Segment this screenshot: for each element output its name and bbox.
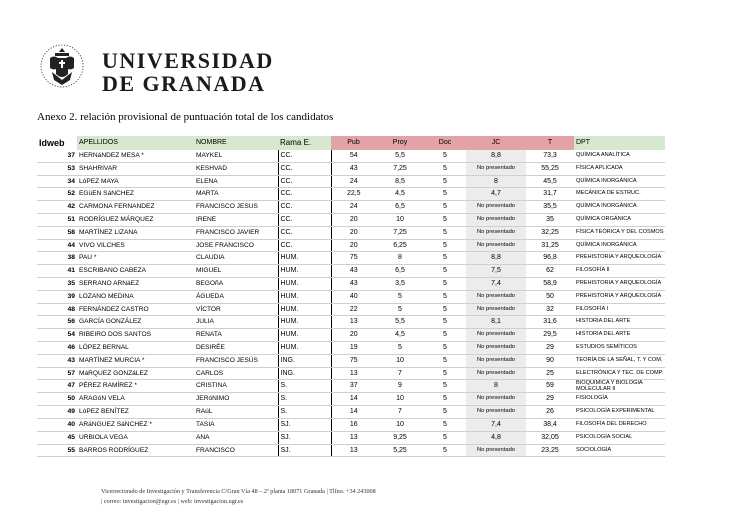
cell-doc: 5: [424, 277, 466, 290]
cell-proy: 4,5: [376, 188, 424, 201]
cell-nom: ELENA: [194, 175, 278, 188]
cell-nom: FRANCISCO: [194, 444, 278, 457]
university-name: [102, 50, 274, 95]
cell-proy: 8,5: [376, 175, 424, 188]
cell-ape: URBIOLA VEGA: [77, 431, 194, 444]
cell-id: 56: [37, 316, 77, 329]
col-header-jc: JC: [466, 136, 526, 150]
cell-rama: HUM.: [278, 277, 331, 290]
cell-dpt: ELECTRÓNICA Y TEC. DE COMP.: [574, 367, 665, 380]
cell-id: 41: [37, 265, 77, 278]
cell-proy: 6,25: [376, 239, 424, 252]
cell-pub: 16: [331, 418, 376, 431]
cell-jc: 8,8: [466, 252, 526, 265]
annex-title: Anexo 2. relación provisional de puntuación total de los candidatos: [37, 111, 334, 123]
cell-dpt: QUÍMICA ANALÍTICA: [574, 150, 665, 162]
table-row: [37, 277, 665, 290]
cell-pub: 19: [331, 341, 376, 354]
table-row: [37, 431, 665, 444]
cell-rama: HUM.: [278, 341, 331, 354]
cell-ape: LóPEZ MAYA: [77, 175, 194, 188]
cell-pub: 13: [331, 367, 376, 380]
cell-doc: 5: [424, 303, 466, 316]
cell-proy: 5: [376, 303, 424, 316]
cell-nom: CARLOS: [194, 367, 278, 380]
cell-proy: 4,5: [376, 329, 424, 342]
cell-doc: 5: [424, 406, 466, 419]
cell-nom: KESHVAD: [194, 162, 278, 175]
cell-dpt: BIOQUÍMICA Y BIOLOGÍA MOLECULAR II: [574, 380, 665, 393]
cell-rama: HUM.: [278, 303, 331, 316]
table-row: [37, 354, 665, 367]
cell-jc: 8: [466, 380, 526, 393]
cell-nom: VÍCTOR: [194, 303, 278, 316]
cell-ape: MARTÍNEZ LIZANA: [77, 226, 194, 239]
table-row: [37, 418, 665, 431]
cell-jc: No presentado: [466, 213, 526, 226]
cell-t: 58,9: [526, 277, 574, 290]
cell-proy: 6,5: [376, 201, 424, 214]
cell-pub: 43: [331, 162, 376, 175]
col-header-pub: Pub: [331, 136, 376, 150]
cell-doc: 5: [424, 265, 466, 278]
footer-address: Vicerrectorado de Investigación y Transferencia C/Gran Vía 48 – 2ª planta 18071 Granada | Tlfno. +34 243008: [101, 488, 376, 495]
cell-t: 50: [526, 290, 574, 303]
cell-jc: 4,7: [466, 188, 526, 201]
cell-dpt: FILOSOFÍA DEL DERECHO: [574, 418, 665, 431]
cell-id: 53: [37, 162, 77, 175]
cell-rama: S.: [278, 380, 331, 393]
cell-dpt: PSICOLOGÍA EXPERIMENTAL: [574, 406, 665, 419]
cell-pub: 20: [331, 226, 376, 239]
table-header-row: [37, 136, 665, 150]
cell-dpt: MECÁNICA DE ESTRUC.: [574, 188, 665, 201]
cell-proy: 6,5: [376, 265, 424, 278]
table-row: [37, 162, 665, 175]
cell-jc: 4,8: [466, 431, 526, 444]
cell-jc: No presentado: [466, 201, 526, 214]
cell-nom: MIGUEL: [194, 265, 278, 278]
table-row: [37, 393, 665, 406]
cell-ape: MARTÍNEZ MURCIA *: [77, 354, 194, 367]
cell-t: 31,7: [526, 188, 574, 201]
cell-dpt: PREHISTORIA Y ARQUEOLOGÍA: [574, 290, 665, 303]
table-row: [37, 290, 665, 303]
cell-rama: SJ.: [278, 431, 331, 444]
cell-jc: No presentado: [466, 341, 526, 354]
cell-doc: 5: [424, 354, 466, 367]
cell-rama: HUM.: [278, 316, 331, 329]
cell-jc: No presentado: [466, 303, 526, 316]
cell-dpt: SOCIOLOGÍA: [574, 444, 665, 457]
cell-proy: 8: [376, 252, 424, 265]
cell-rama: ING.: [278, 367, 331, 380]
cell-jc: 8: [466, 175, 526, 188]
table-row: [37, 329, 665, 342]
cell-pub: 20: [331, 239, 376, 252]
cell-nom: JERóNIMO: [194, 393, 278, 406]
cell-t: 29,5: [526, 329, 574, 342]
cell-id: 34: [37, 175, 77, 188]
cell-id: 43: [37, 354, 77, 367]
cell-doc: 5: [424, 162, 466, 175]
table-row: [37, 341, 665, 354]
cell-ape: VIVO VILCHES: [77, 239, 194, 252]
cell-t: 35: [526, 213, 574, 226]
cell-pub: 75: [331, 252, 376, 265]
cell-t: 90: [526, 354, 574, 367]
table-row: [37, 201, 665, 214]
cell-nom: JOSE FRANCISCO: [194, 239, 278, 252]
cell-doc: 5: [424, 380, 466, 393]
cell-ape: RODRÍGUEZ MÁRQUEZ: [77, 213, 194, 226]
cell-nom: BEGOñA: [194, 277, 278, 290]
university-name-line2: DE GRANADA: [102, 71, 266, 96]
cell-doc: 5: [424, 329, 466, 342]
cell-doc: 5: [424, 239, 466, 252]
cell-ape: LOZANO MEDINA: [77, 290, 194, 303]
cell-proy: 10: [376, 418, 424, 431]
candidates-table: [37, 136, 665, 457]
cell-id: 50: [37, 393, 77, 406]
cell-nom: CLAUDIA: [194, 252, 278, 265]
cell-id: 55: [37, 444, 77, 457]
cell-rama: CC.: [278, 188, 331, 201]
cell-ape: ESCRIBANO CABEZA: [77, 265, 194, 278]
cell-id: 54: [37, 329, 77, 342]
cell-dpt: QUÍMICA ORGÁNICA: [574, 213, 665, 226]
footer-contact: | correo: investigacion@ugr.es | web: investigacion.ugr.es: [101, 498, 244, 505]
cell-dpt: FILOSOFÍA I: [574, 303, 665, 316]
cell-doc: 5: [424, 290, 466, 303]
cell-nom: ANA: [194, 431, 278, 444]
cell-rama: S.: [278, 406, 331, 419]
cell-proy: 7: [376, 367, 424, 380]
cell-dpt: PREHISTORIA Y ARQUEOLOGÍA: [574, 252, 665, 265]
cell-t: 29: [526, 393, 574, 406]
cell-pub: 13: [331, 431, 376, 444]
cell-nom: MARTA: [194, 188, 278, 201]
cell-doc: 5: [424, 418, 466, 431]
cell-id: 49: [37, 406, 77, 419]
cell-ape: RIBEIRO DOS SANTOS: [77, 329, 194, 342]
table-row: [37, 150, 665, 162]
cell-dpt: FISIOLOGÍA: [574, 393, 665, 406]
cell-id: 42: [37, 201, 77, 214]
cell-rama: CC.: [278, 239, 331, 252]
cell-dpt: ESTUDIOS SEMÍTICOS: [574, 341, 665, 354]
cell-nom: RENATA: [194, 329, 278, 342]
cell-proy: 5: [376, 341, 424, 354]
cell-id: 37: [37, 150, 77, 162]
table-row: [37, 252, 665, 265]
table-row: [37, 406, 665, 419]
cell-nom: ÁGUEDA: [194, 290, 278, 303]
cell-nom: TASIA: [194, 418, 278, 431]
cell-dpt: FILOSOFÍA II: [574, 265, 665, 278]
cell-jc: No presentado: [466, 226, 526, 239]
cell-ape: BARROS RODRÍGUEZ: [77, 444, 194, 457]
cell-id: 57: [37, 367, 77, 380]
university-crest-logo: [38, 42, 94, 90]
table-body: [37, 150, 665, 457]
cell-id: 38: [37, 252, 77, 265]
cell-t: 45,5: [526, 175, 574, 188]
cell-rama: HUM.: [278, 252, 331, 265]
table-row: [37, 444, 665, 457]
col-header-nombre: NOMBRE: [194, 136, 278, 150]
cell-proy: 7,25: [376, 226, 424, 239]
cell-t: 31,25: [526, 239, 574, 252]
cell-t: 73,3: [526, 150, 574, 162]
cell-pub: 24: [331, 201, 376, 214]
table-row: [37, 188, 665, 201]
cell-id: 46: [37, 341, 77, 354]
cell-doc: 5: [424, 444, 466, 457]
cell-t: 96,8: [526, 252, 574, 265]
cell-jc: No presentado: [466, 444, 526, 457]
cell-t: 26: [526, 406, 574, 419]
cell-pub: 13: [331, 316, 376, 329]
cell-ape: ARáNGUEZ SáNCHEZ *: [77, 418, 194, 431]
cell-dpt: FÍSICA APLICADA: [574, 162, 665, 175]
cell-doc: 5: [424, 393, 466, 406]
cell-dpt: QUÍMICA INORGÁNICA: [574, 175, 665, 188]
cell-dpt: HISTORIA DEL ARTE: [574, 316, 665, 329]
cell-pub: 22,5: [331, 188, 376, 201]
cell-jc: 7,4: [466, 418, 526, 431]
cell-doc: 5: [424, 150, 466, 162]
cell-rama: SJ.: [278, 444, 331, 457]
cell-proy: 5,5: [376, 150, 424, 162]
cell-ape: EGüEN SáNCHEZ: [77, 188, 194, 201]
cell-id: 40: [37, 418, 77, 431]
cell-pub: 14: [331, 406, 376, 419]
cell-nom: DESIRÉE: [194, 341, 278, 354]
footer: [101, 487, 376, 507]
cell-pub: 20: [331, 213, 376, 226]
cell-jc: 7,4: [466, 277, 526, 290]
cell-proy: 5,5: [376, 316, 424, 329]
cell-id: 47: [37, 380, 77, 393]
col-header-t: T: [526, 136, 574, 150]
cell-proy: 5: [376, 290, 424, 303]
cell-id: 58: [37, 226, 77, 239]
cell-doc: 5: [424, 367, 466, 380]
cell-rama: CC.: [278, 150, 331, 162]
table-row: [37, 380, 665, 393]
col-header-proy: Proy: [376, 136, 424, 150]
cell-jc: No presentado: [466, 354, 526, 367]
cell-nom: FRANCISCO JESUS: [194, 201, 278, 214]
cell-doc: 5: [424, 341, 466, 354]
cell-doc: 5: [424, 431, 466, 444]
university-name-line1: UNIVERSIDAD: [102, 48, 274, 73]
cell-ape: SERRANO ARNáEZ: [77, 277, 194, 290]
cell-jc: 8,1: [466, 316, 526, 329]
cell-rama: HUM.: [278, 329, 331, 342]
cell-id: 35: [37, 277, 77, 290]
cell-nom: MAYKEL: [194, 150, 278, 162]
col-header-doc: Doc: [424, 136, 466, 150]
cell-proy: 5,25: [376, 444, 424, 457]
cell-t: 35,5: [526, 201, 574, 214]
cell-doc: 5: [424, 252, 466, 265]
cell-proy: 10: [376, 213, 424, 226]
cell-doc: 5: [424, 316, 466, 329]
table-row: [37, 175, 665, 188]
cell-jc: No presentado: [466, 367, 526, 380]
cell-rama: CC.: [278, 175, 331, 188]
cell-proy: 7,25: [376, 162, 424, 175]
cell-t: 23,25: [526, 444, 574, 457]
cell-t: 25: [526, 367, 574, 380]
cell-proy: 3,5: [376, 277, 424, 290]
cell-id: 52: [37, 188, 77, 201]
cell-doc: 5: [424, 175, 466, 188]
cell-rama: HUM.: [278, 265, 331, 278]
cell-dpt: QUÍMICA INORGÁNICA: [574, 239, 665, 252]
cell-rama: CC.: [278, 226, 331, 239]
cell-nom: IRENE: [194, 213, 278, 226]
cell-pub: 13: [331, 444, 376, 457]
cell-doc: 5: [424, 226, 466, 239]
cell-rama: CC.: [278, 162, 331, 175]
cell-id: 44: [37, 239, 77, 252]
cell-dpt: PREHISTORIA Y ARQUEOLOGÍA: [574, 277, 665, 290]
cell-t: 62: [526, 265, 574, 278]
cell-dpt: HISTORIA DEL ARTE: [574, 329, 665, 342]
cell-doc: 5: [424, 188, 466, 201]
cell-t: 31,6: [526, 316, 574, 329]
cell-jc: No presentado: [466, 393, 526, 406]
table-row: [37, 303, 665, 316]
cell-ape: PAU *: [77, 252, 194, 265]
cell-id: 39: [37, 290, 77, 303]
cell-nom: RAúL: [194, 406, 278, 419]
cell-proy: 10: [376, 354, 424, 367]
cell-doc: 5: [424, 213, 466, 226]
cell-t: 32,05: [526, 431, 574, 444]
cell-rama: CC.: [278, 201, 331, 214]
cell-ape: FERNÁNDEZ CASTRO: [77, 303, 194, 316]
cell-proy: 9,25: [376, 431, 424, 444]
cell-rama: CC.: [278, 213, 331, 226]
cell-ape: HERNáNDEZ MESA *: [77, 150, 194, 162]
cell-nom: CRISTINA: [194, 380, 278, 393]
cell-pub: 22: [331, 303, 376, 316]
table-row: [37, 265, 665, 278]
cell-doc: 5: [424, 201, 466, 214]
col-header-dpt: DPT: [574, 136, 665, 150]
cell-t: 38,4: [526, 418, 574, 431]
table-row: [37, 213, 665, 226]
cell-rama: HUM.: [278, 290, 331, 303]
cell-pub: 37: [331, 380, 376, 393]
cell-jc: No presentado: [466, 329, 526, 342]
cell-nom: JULIA: [194, 316, 278, 329]
cell-jc: No presentado: [466, 162, 526, 175]
cell-jc: No presentado: [466, 239, 526, 252]
cell-t: 32,25: [526, 226, 574, 239]
cell-jc: 8,8: [466, 150, 526, 162]
cell-dpt: TEORÍA DE LA SEÑAL, T. Y COM.: [574, 354, 665, 367]
cell-ape: CARMONA FERNANDEZ: [77, 201, 194, 214]
cell-jc: No presentado: [466, 290, 526, 303]
cell-ape: GARCÍA GONZÁLEZ: [77, 316, 194, 329]
cell-dpt: QUÍMICA INORGÁNICA: [574, 201, 665, 214]
cell-dpt: PSICOLOGÍA SOCIAL: [574, 431, 665, 444]
col-header-rama: Rama E.: [278, 136, 331, 150]
cell-nom: FRANCISCO JESÚS: [194, 354, 278, 367]
cell-proy: 7: [376, 406, 424, 419]
cell-t: 55,25: [526, 162, 574, 175]
table-row: [37, 226, 665, 239]
table-row: [37, 316, 665, 329]
cell-proy: 10: [376, 393, 424, 406]
cell-pub: 75: [331, 354, 376, 367]
cell-id: 51: [37, 213, 77, 226]
cell-pub: 43: [331, 265, 376, 278]
cell-pub: 54: [331, 150, 376, 162]
cell-ape: PÉREZ RAMÍREZ *: [77, 380, 194, 393]
cell-t: 29: [526, 341, 574, 354]
cell-nom: FRANCISCO JAVIER: [194, 226, 278, 239]
cell-pub: 43: [331, 277, 376, 290]
table-row: [37, 239, 665, 252]
col-header-apellidos: APELLIDOS: [77, 136, 194, 150]
cell-jc: No presentado: [466, 406, 526, 419]
cell-pub: 40: [331, 290, 376, 303]
cell-id: 45: [37, 431, 77, 444]
cell-pub: 24: [331, 175, 376, 188]
cell-rama: SJ.: [278, 418, 331, 431]
cell-ape: LóPEZ BENÍTEZ: [77, 406, 194, 419]
cell-pub: 14: [331, 393, 376, 406]
cell-ape: LÓPEZ BERNAL: [77, 341, 194, 354]
cell-ape: MáRQUEZ GONZáLEZ: [77, 367, 194, 380]
cell-rama: ING.: [278, 354, 331, 367]
cell-ape: ARAGóN VELA: [77, 393, 194, 406]
cell-id: 48: [37, 303, 77, 316]
cell-ape: SHAHRIVAR: [77, 162, 194, 175]
table-row: [37, 367, 665, 380]
cell-pub: 20: [331, 329, 376, 342]
cell-jc: 7,5: [466, 265, 526, 278]
cell-t: 59: [526, 380, 574, 393]
cell-proy: 9: [376, 380, 424, 393]
cell-dpt: FÍSICA TEÓRICA Y DEL COSMOS: [574, 226, 665, 239]
cell-rama: S.: [278, 393, 331, 406]
cell-t: 32: [526, 303, 574, 316]
col-header-idweb: Idweb: [37, 136, 77, 150]
